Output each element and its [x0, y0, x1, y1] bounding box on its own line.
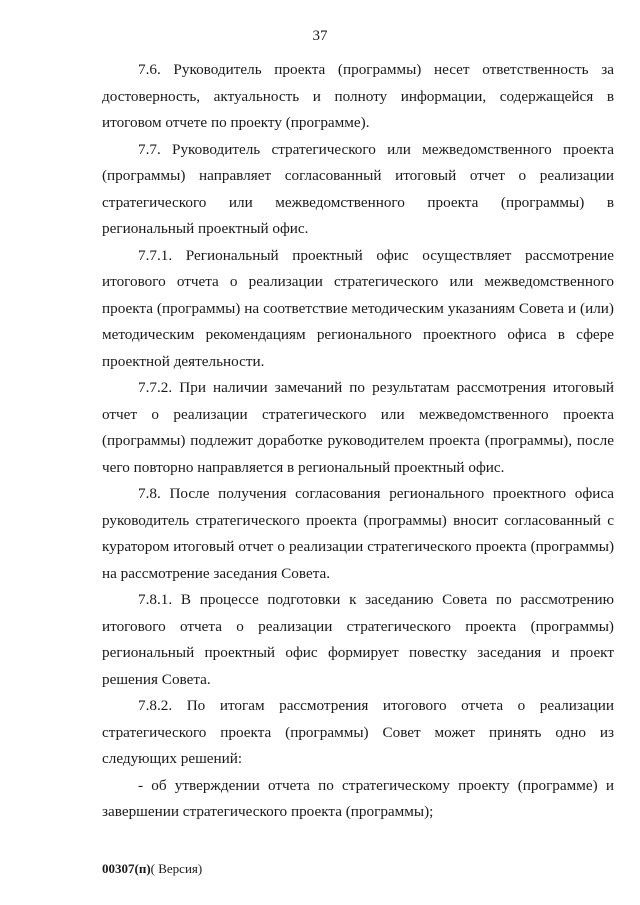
paragraph-7-7-2: 7.7.2. При наличии замечаний по результатам рассмотрения итоговый отчет о реализации стратегического или межведомственного проекта (программы) подлежит доработке руководителем проекта (программы), после чего повторно направляется в региональный проектный офис. [102, 379, 614, 476]
document-version: ( Версия) [150, 861, 203, 876]
paragraph-7-8-2: 7.8.2. По итогам рассмотрения итогового отчета о реализации стратегического проекта (программы) Совет может принять одно из следующих решений: [102, 697, 614, 767]
paragraph-7-6: 7.6. Руководитель проекта (программы) несет ответственность за достоверность, актуальность и полноту информации, содержащейся в итоговом отчете по проекту (программе). [102, 61, 614, 131]
document-body [102, 57, 614, 826]
document-footer [102, 861, 202, 877]
paragraph-7-8-1: 7.8.1. В процессе подготовки к заседанию Совета по рассмотрению итогового отчета о реализации стратегического проекта (программы) региональный проектный офис формирует повестку заседания и проект решения Совета. [102, 591, 614, 688]
page-number: 37 [312, 28, 328, 44]
paragraph-7-7-1: 7.7.1. Региональный проектный офис осуществляет рассмотрение итогового отчета о реализации стратегического или межведомственного проекта (программы) на соответствие методическим указаниям Совета и (или) методическим рекомендациям регионального проектного офиса в сфере проектной деятельности. [102, 246, 614, 370]
list-item-approval: - об утверждении отчета по стратегическому проекту (программе) и завершении стратегического проекта (программы); [102, 776, 614, 820]
paragraph-7-8: 7.8. После получения согласования регионального проектного офиса руководитель стратегического проекта (программы) вносит согласованный с куратором итоговый отчет о реализации стратегического проекта (программы) на рассмотрение заседания Совета. [102, 485, 614, 582]
document-code: 00307(п) [102, 861, 151, 876]
paragraph-7-7: 7.7. Руководитель стратегического или межведомственного проекта (программы) направляет согласованный итоговый отчет о реализации стратегического или межведомственного проекта (программы) в региональный проектный офис. [102, 140, 614, 237]
